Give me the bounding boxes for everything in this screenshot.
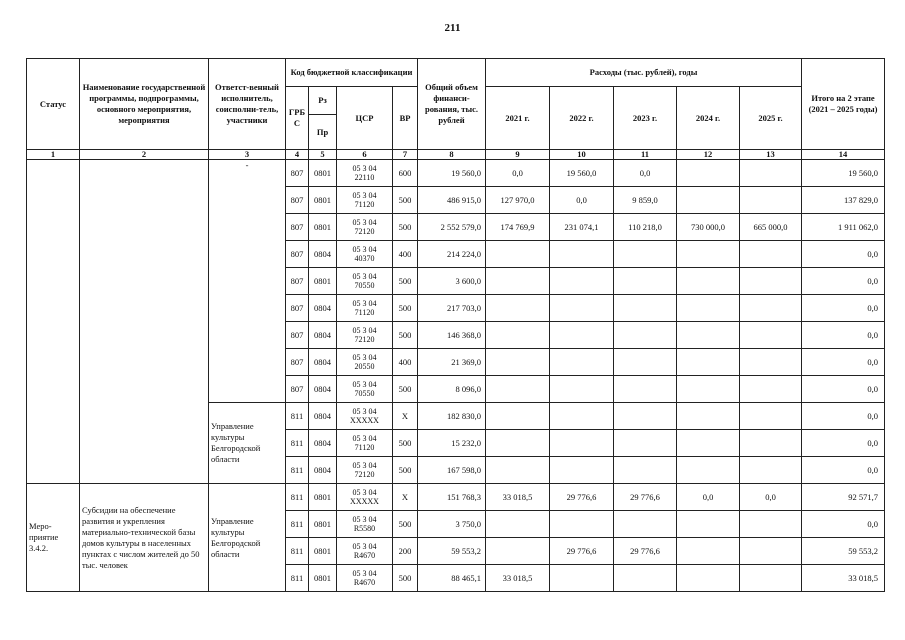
y2022-cell: 29 776,6 xyxy=(550,538,614,565)
vr-cell: 400 xyxy=(393,349,418,376)
csr-code: 72120 xyxy=(354,335,375,344)
y2022-cell xyxy=(550,268,614,295)
y2023-cell xyxy=(614,511,677,538)
stage-total-cell: 1 911 062,0 xyxy=(802,214,885,241)
vr-cell: 500 xyxy=(393,295,418,322)
y2023-cell xyxy=(614,241,677,268)
y2023-cell xyxy=(614,268,677,295)
y2023-cell xyxy=(614,430,677,457)
y2025-cell xyxy=(740,160,802,187)
vr-cell: X xyxy=(393,403,418,430)
vr-cell: 600 xyxy=(393,160,418,187)
y2021-cell xyxy=(486,241,550,268)
y2025-cell xyxy=(740,241,802,268)
stage-total-cell: 0,0 xyxy=(802,430,885,457)
y2024-cell xyxy=(677,349,740,376)
total-cell: 146 368,0 xyxy=(418,322,486,349)
rz-pr-cell: 0801 xyxy=(309,187,337,214)
y2021-cell xyxy=(486,511,550,538)
stage-total-cell: 0,0 xyxy=(802,349,885,376)
y2021-cell: 174 769,9 xyxy=(486,214,550,241)
csr-code: R5580 xyxy=(353,524,376,533)
csr-cell xyxy=(337,430,393,457)
header-rz: Рз xyxy=(309,87,337,115)
y2025-cell xyxy=(740,295,802,322)
y2022-cell xyxy=(550,376,614,403)
grbs-cell: 811 xyxy=(286,403,309,430)
y2021-cell: 33 018,5 xyxy=(486,484,550,511)
y2023-cell xyxy=(614,565,677,592)
event-status-cell: Меро-приятие 3.4.2. xyxy=(27,484,80,592)
csr-code: 72120 xyxy=(354,227,375,236)
vr-cell: 500 xyxy=(393,565,418,592)
stage-total-cell: 0,0 xyxy=(802,511,885,538)
page-number: 211 xyxy=(444,22,461,34)
stage-total-cell: 0,0 xyxy=(802,241,885,268)
y2021-cell xyxy=(486,457,550,484)
y2022-cell xyxy=(550,349,614,376)
grbs-cell: 811 xyxy=(286,538,309,565)
column-number: 12 xyxy=(677,150,740,160)
column-number: 5 xyxy=(309,150,337,160)
y2025-cell xyxy=(740,349,802,376)
rz-pr-cell: 0801 xyxy=(309,484,337,511)
column-number: 13 xyxy=(740,150,802,160)
grbs-cell: 811 xyxy=(286,484,309,511)
total-cell: 3 600,0 xyxy=(418,268,486,295)
total-cell: 151 768,3 xyxy=(418,484,486,511)
y2021-cell xyxy=(486,349,550,376)
vr-cell: 500 xyxy=(393,430,418,457)
stage-total-cell: 0,0 xyxy=(802,268,885,295)
column-number: 2 xyxy=(80,150,209,160)
y2024-cell xyxy=(677,565,740,592)
csr-prefix: 05 3 04 xyxy=(352,191,377,200)
csr-code: 70550 xyxy=(354,389,375,398)
csr-code: R4670 xyxy=(353,578,376,587)
csr-prefix: 05 3 04 xyxy=(352,353,377,362)
grbs-cell: 811 xyxy=(286,457,309,484)
y2022-cell xyxy=(550,241,614,268)
vr-cell: 500 xyxy=(393,268,418,295)
csr-prefix: 05 3 04 xyxy=(352,407,377,416)
header-total-volume: Общий объем финанси-рования, тыс. рублей xyxy=(418,59,486,150)
grbs-cell: 807 xyxy=(286,268,309,295)
y2024-cell xyxy=(677,322,740,349)
column-number: 6 xyxy=(337,150,393,160)
y2021-cell xyxy=(486,322,550,349)
csr-cell xyxy=(337,565,393,592)
y2023-cell xyxy=(614,457,677,484)
rz-pr-cell: 0804 xyxy=(309,457,337,484)
rz-pr-cell: 0801 xyxy=(309,214,337,241)
y2022-cell xyxy=(550,511,614,538)
total-cell: 486 915,0 xyxy=(418,187,486,214)
csr-prefix: 05 3 04 xyxy=(352,569,377,578)
rz-pr-cell: 0801 xyxy=(309,268,337,295)
y2025-cell: 0,0 xyxy=(740,484,802,511)
stage-total-cell: 0,0 xyxy=(802,457,885,484)
csr-prefix: 05 3 04 xyxy=(352,461,377,470)
csr-prefix: 05 3 04 xyxy=(352,245,377,254)
csr-prefix: 05 3 04 xyxy=(352,272,377,281)
y2024-cell xyxy=(677,268,740,295)
header-2023: 2023 г. xyxy=(614,87,677,150)
csr-code: 72120 xyxy=(354,470,375,479)
y2022-cell: 19 560,0 xyxy=(550,160,614,187)
csr-cell xyxy=(337,511,393,538)
name-cell xyxy=(80,160,209,484)
total-cell: 88 465,1 xyxy=(418,565,486,592)
header-expenses: Расходы (тыс. рублей), годы xyxy=(486,59,802,87)
y2023-cell xyxy=(614,295,677,322)
table-row xyxy=(27,484,885,511)
responsible-cell: - xyxy=(209,160,286,403)
total-cell: 182 830,0 xyxy=(418,403,486,430)
y2024-cell xyxy=(677,241,740,268)
csr-code: 71120 xyxy=(354,200,375,209)
stage-total-cell: 59 553,2 xyxy=(802,538,885,565)
y2022-cell: 29 776,6 xyxy=(550,484,614,511)
y2021-cell xyxy=(486,376,550,403)
total-cell: 217 703,0 xyxy=(418,295,486,322)
y2024-cell xyxy=(677,295,740,322)
y2024-cell xyxy=(677,538,740,565)
y2023-cell: 110 218,0 xyxy=(614,214,677,241)
rz-pr-cell: 0804 xyxy=(309,376,337,403)
y2024-cell xyxy=(677,430,740,457)
y2022-cell xyxy=(550,322,614,349)
csr-prefix: 05 3 04 xyxy=(352,326,377,335)
grbs-cell: 807 xyxy=(286,187,309,214)
csr-code: 22110 xyxy=(354,173,375,182)
y2022-cell xyxy=(550,403,614,430)
column-numbers-row xyxy=(27,150,885,160)
grbs-cell: 807 xyxy=(286,376,309,403)
y2023-cell xyxy=(614,349,677,376)
header-responsible: Ответст-венный исполнитель, соисполни-тель, участники xyxy=(209,59,286,150)
y2024-cell xyxy=(677,511,740,538)
total-cell: 15 232,0 xyxy=(418,430,486,457)
y2023-cell xyxy=(614,403,677,430)
total-cell: 167 598,0 xyxy=(418,457,486,484)
stage-total-cell: 0,0 xyxy=(802,376,885,403)
rz-pr-cell: 0801 xyxy=(309,511,337,538)
header-vr: ВР xyxy=(393,87,418,150)
csr-code: 71120 xyxy=(354,443,375,452)
csr-prefix: 05 3 04 xyxy=(352,542,377,551)
y2024-cell: 730 000,0 xyxy=(677,214,740,241)
y2022-cell: 231 074,1 xyxy=(550,214,614,241)
rz-pr-cell: 0804 xyxy=(309,403,337,430)
column-number: 8 xyxy=(418,150,486,160)
stage-total-cell: 0,0 xyxy=(802,403,885,430)
csr-cell xyxy=(337,214,393,241)
grbs-cell: 807 xyxy=(286,160,309,187)
csr-cell xyxy=(337,403,393,430)
stage-total-cell: 92 571,7 xyxy=(802,484,885,511)
csr-cell xyxy=(337,268,393,295)
stage-total-cell: 0,0 xyxy=(802,295,885,322)
rz-pr-cell: 0804 xyxy=(309,322,337,349)
rz-pr-cell: 0804 xyxy=(309,349,337,376)
grbs-cell: 807 xyxy=(286,241,309,268)
header-budget-code: Код бюджетной классификации xyxy=(286,59,418,87)
header-name: Наименование государственной программы, подпрограммы, основного мероприятия, мероприятия xyxy=(80,59,209,150)
total-cell: 19 560,0 xyxy=(418,160,486,187)
stage-total-cell: 0,0 xyxy=(802,322,885,349)
y2021-cell xyxy=(486,430,550,457)
y2025-cell xyxy=(740,403,802,430)
header-stage-total: Итого на 2 этапе (2021 – 2025 годы) xyxy=(802,59,885,150)
stage-total-cell: 137 829,0 xyxy=(802,187,885,214)
y2022-cell xyxy=(550,430,614,457)
csr-code: XXXXX xyxy=(350,416,379,425)
csr-prefix: 05 3 04 xyxy=(352,218,377,227)
y2021-cell xyxy=(486,268,550,295)
event-responsible-cell: Управление культуры Белгородской области xyxy=(209,484,286,592)
total-cell: 2 552 579,0 xyxy=(418,214,486,241)
vr-cell: 500 xyxy=(393,511,418,538)
y2022-cell xyxy=(550,295,614,322)
y2021-cell xyxy=(486,538,550,565)
column-number: 1 xyxy=(27,150,80,160)
rz-pr-cell: 0801 xyxy=(309,538,337,565)
rz-pr-cell: 0801 xyxy=(309,160,337,187)
header-2022: 2022 г. xyxy=(550,87,614,150)
budget-table xyxy=(26,58,885,592)
y2025-cell xyxy=(740,430,802,457)
csr-code: 70550 xyxy=(354,281,375,290)
header-2021: 2021 г. xyxy=(486,87,550,150)
y2025-cell xyxy=(740,457,802,484)
y2023-cell: 0,0 xyxy=(614,160,677,187)
table-row xyxy=(27,160,885,187)
csr-cell xyxy=(337,484,393,511)
total-cell: 59 553,2 xyxy=(418,538,486,565)
event-name-cell: Субсидии на обеспечение развития и укрепления материально-технической базы домов культуры в населенных пунктах с числом жителей до 50 тыс. человек xyxy=(80,484,209,592)
header-grbs: ГРБ С xyxy=(286,87,309,150)
y2021-cell: 33 018,5 xyxy=(486,565,550,592)
csr-cell xyxy=(337,322,393,349)
total-cell: 214 224,0 xyxy=(418,241,486,268)
vr-cell: X xyxy=(393,484,418,511)
csr-prefix: 05 3 04 xyxy=(352,515,377,524)
header-2024: 2024 г. xyxy=(677,87,740,150)
grbs-cell: 807 xyxy=(286,214,309,241)
vr-cell: 500 xyxy=(393,457,418,484)
rz-pr-cell: 0804 xyxy=(309,430,337,457)
y2023-cell xyxy=(614,322,677,349)
total-cell: 21 369,0 xyxy=(418,349,486,376)
header-csr: ЦСР xyxy=(337,87,393,150)
y2025-cell xyxy=(740,376,802,403)
rz-pr-cell: 0801 xyxy=(309,565,337,592)
csr-code: 40370 xyxy=(354,254,375,263)
y2021-cell: 127 970,0 xyxy=(486,187,550,214)
csr-prefix: 05 3 04 xyxy=(352,164,377,173)
column-number: 4 xyxy=(286,150,309,160)
y2025-cell xyxy=(740,322,802,349)
y2022-cell xyxy=(550,565,614,592)
vr-cell: 500 xyxy=(393,187,418,214)
y2022-cell xyxy=(550,457,614,484)
csr-cell xyxy=(337,160,393,187)
vr-cell: 200 xyxy=(393,538,418,565)
responsible-cell: Управление культуры Белгородской области xyxy=(209,403,286,484)
y2024-cell xyxy=(677,160,740,187)
y2023-cell: 29 776,6 xyxy=(614,484,677,511)
csr-prefix: 05 3 04 xyxy=(352,299,377,308)
y2024-cell: 0,0 xyxy=(677,484,740,511)
y2024-cell xyxy=(677,376,740,403)
rz-pr-cell: 0804 xyxy=(309,241,337,268)
header-pr: Пр xyxy=(309,115,337,150)
y2023-cell xyxy=(614,376,677,403)
csr-prefix: 05 3 04 xyxy=(352,380,377,389)
y2024-cell xyxy=(677,187,740,214)
csr-code: 20550 xyxy=(354,362,375,371)
stage-total-cell: 33 018,5 xyxy=(802,565,885,592)
vr-cell: 400 xyxy=(393,241,418,268)
y2025-cell xyxy=(740,538,802,565)
y2021-cell xyxy=(486,403,550,430)
y2022-cell: 0,0 xyxy=(550,187,614,214)
grbs-cell: 811 xyxy=(286,511,309,538)
grbs-cell: 811 xyxy=(286,565,309,592)
y2023-cell: 29 776,6 xyxy=(614,538,677,565)
y2023-cell: 9 859,0 xyxy=(614,187,677,214)
rz-pr-cell: 0804 xyxy=(309,295,337,322)
grbs-cell: 807 xyxy=(286,349,309,376)
total-cell: 3 750,0 xyxy=(418,511,486,538)
y2025-cell xyxy=(740,268,802,295)
total-cell: 8 096,0 xyxy=(418,376,486,403)
y2024-cell xyxy=(677,457,740,484)
csr-code: XXXXX xyxy=(350,497,379,506)
y2021-cell: 0,0 xyxy=(486,160,550,187)
csr-code: R4670 xyxy=(353,551,376,560)
column-number: 7 xyxy=(393,150,418,160)
column-number: 14 xyxy=(802,150,885,160)
csr-code: 71120 xyxy=(354,308,375,317)
csr-cell xyxy=(337,241,393,268)
grbs-cell: 807 xyxy=(286,295,309,322)
column-number: 3 xyxy=(209,150,286,160)
csr-cell xyxy=(337,187,393,214)
grbs-cell: 811 xyxy=(286,430,309,457)
csr-prefix: 05 3 04 xyxy=(352,488,377,497)
vr-cell: 500 xyxy=(393,214,418,241)
y2024-cell xyxy=(677,403,740,430)
csr-cell xyxy=(337,349,393,376)
y2025-cell xyxy=(740,511,802,538)
csr-cell xyxy=(337,295,393,322)
csr-cell xyxy=(337,457,393,484)
csr-cell xyxy=(337,376,393,403)
column-number: 10 xyxy=(550,150,614,160)
column-number: 9 xyxy=(486,150,550,160)
stage-total-cell: 19 560,0 xyxy=(802,160,885,187)
csr-prefix: 05 3 04 xyxy=(352,434,377,443)
status-cell xyxy=(27,160,80,484)
csr-cell xyxy=(337,538,393,565)
y2025-cell xyxy=(740,565,802,592)
header-2025: 2025 г. xyxy=(740,87,802,150)
header-status: Статус xyxy=(27,59,80,150)
y2021-cell xyxy=(486,295,550,322)
y2025-cell: 665 000,0 xyxy=(740,214,802,241)
column-number: 11 xyxy=(614,150,677,160)
grbs-cell: 807 xyxy=(286,322,309,349)
y2025-cell xyxy=(740,187,802,214)
vr-cell: 500 xyxy=(393,322,418,349)
vr-cell: 500 xyxy=(393,376,418,403)
